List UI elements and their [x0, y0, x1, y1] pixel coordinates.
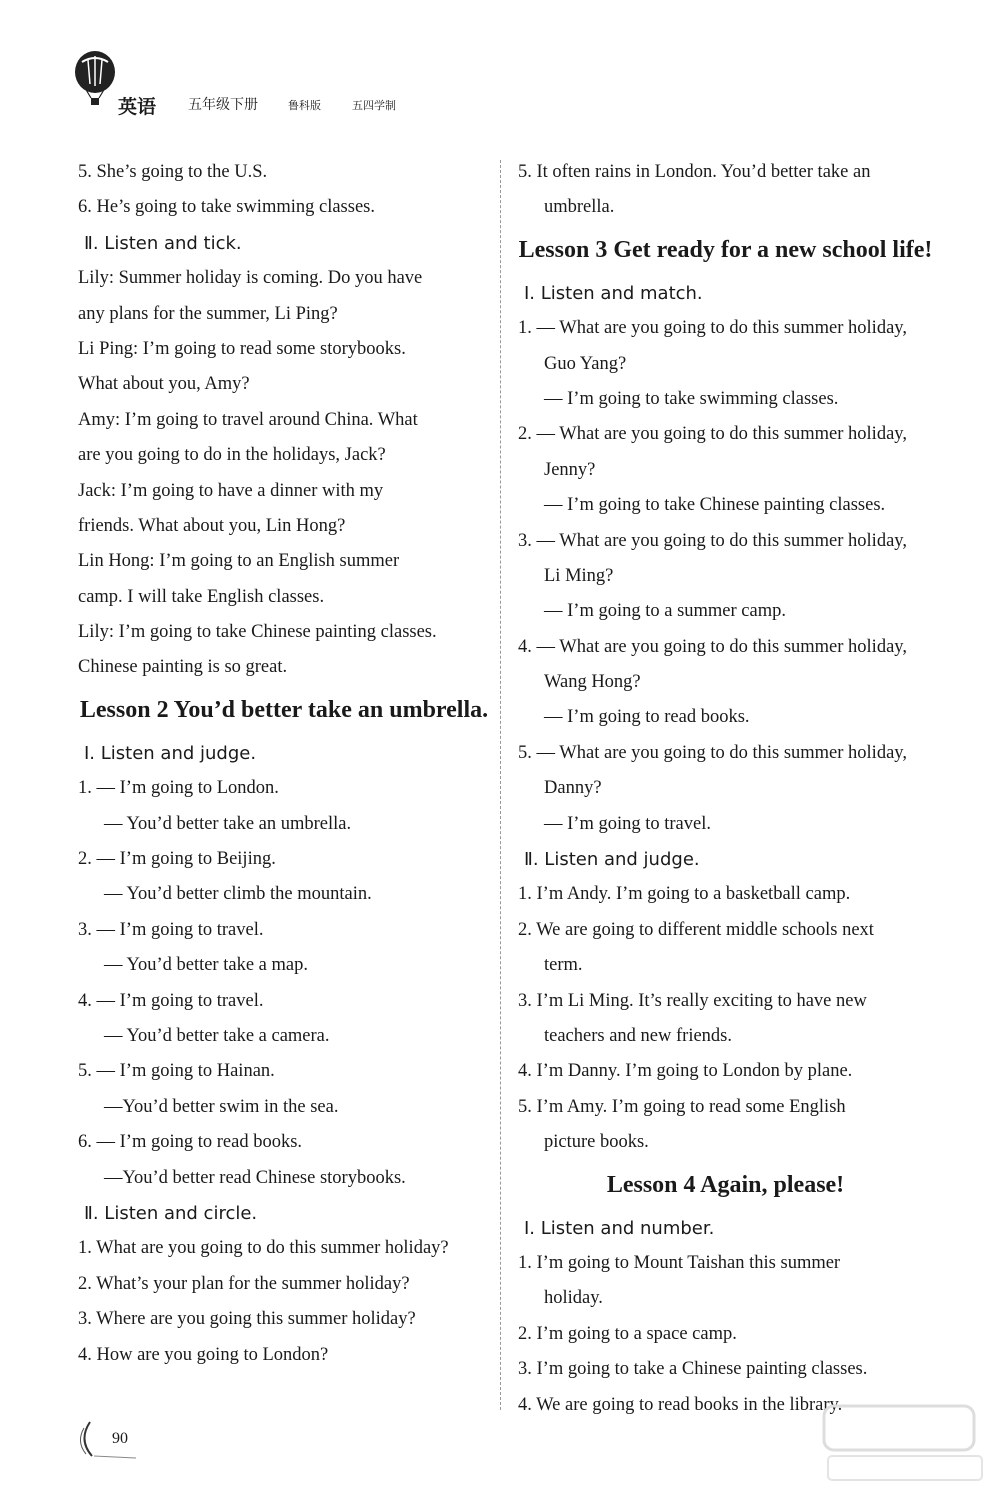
text-line-indented: —You’d better read Chinese storybooks.: [104, 1167, 406, 1188]
page-number: 90: [112, 1430, 128, 1447]
text-line: 2. We are going to different middle schools next: [518, 919, 874, 940]
watermark-logo: [820, 1400, 990, 1485]
text-line-indented: — I’m going to take Chinese painting classes.: [544, 495, 886, 516]
text-line-indented: — I’m going to read books.: [544, 707, 750, 728]
text-line-indented: Li Ming?: [544, 565, 614, 586]
section-heading: Ⅱ. Listen and tick.: [84, 232, 242, 254]
text-line: Amy: I’m going to travel around China. What: [78, 409, 418, 430]
text-line: Chinese painting is so great.: [78, 657, 288, 678]
text-line: 2. What’s your plan for the summer holiday?: [78, 1273, 410, 1294]
text-line: 5. I’m Amy. I’m going to read some English: [518, 1096, 846, 1117]
text-line-indented: umbrella.: [544, 197, 615, 218]
text-line: friends. What about you, Lin Hong?: [78, 515, 346, 536]
text-line: 1. — What are you going to do this summer holiday,: [518, 318, 907, 339]
text-line: any plans for the summer, Li Ping?: [78, 303, 338, 324]
section-heading: Ⅰ. Listen and number.: [524, 1217, 715, 1239]
left-column: [78, 155, 490, 1373]
grade-label: 五年级下册: [188, 97, 258, 113]
right-column: [518, 155, 933, 1423]
text-line: 5. It often rains in London. You’d better take an: [518, 162, 871, 182]
text-line-indented: Guo Yang?: [544, 353, 627, 374]
column-divider: [500, 160, 501, 1410]
text-line: 1. I’m going to Mount Taishan this summer: [518, 1252, 841, 1273]
text-line: 1. What are you going to do this summer holiday?: [78, 1238, 449, 1259]
text-line-indented: Danny?: [544, 778, 602, 799]
text-line: 3. — I’m going to travel.: [78, 919, 264, 940]
edition-label: 鲁科版: [288, 99, 321, 112]
text-line-indented: holiday.: [544, 1288, 603, 1309]
text-line-indented: Wang Hong?: [544, 672, 641, 693]
text-line: 4. How are you going to London?: [78, 1344, 329, 1365]
text-line-indented: term.: [544, 955, 583, 976]
text-line-indented: picture books.: [544, 1132, 649, 1153]
text-line: 6. He’s going to take swimming classes.: [78, 197, 375, 218]
text-line: 5. — I’m going to Hainan.: [78, 1061, 275, 1082]
text-line: 4. I’m Danny. I’m going to London by plane.: [518, 1061, 853, 1082]
lesson-title: Lesson 4 Again, please!: [606, 1171, 845, 1198]
text-line-indented: — You’d better take a map.: [104, 955, 308, 976]
text-line-indented: — You’d better take an umbrella.: [104, 813, 352, 834]
text-line-indented: —You’d better swim in the sea.: [104, 1096, 339, 1117]
text-line-indented: — I’m going to travel.: [544, 813, 711, 834]
text-line: Lily: I’m going to take Chinese painting classes.: [78, 622, 437, 643]
text-line-indented: — I’m going to take swimming classes.: [544, 388, 839, 409]
page-curve-decoration: [78, 1420, 138, 1460]
text-line-indented: Jenny?: [544, 459, 596, 480]
text-line: 1. I’m Andy. I’m going to a basketball camp.: [518, 884, 851, 905]
text-line: 2. — What are you going to do this summer holiday,: [518, 424, 907, 445]
text-line-indented: teachers and new friends.: [544, 1025, 732, 1046]
text-line: 2. — I’m going to Beijing.: [78, 849, 276, 870]
section-heading: Ⅱ. Listen and judge.: [524, 849, 700, 871]
text-line: Jack: I’m going to have a dinner with my: [78, 480, 384, 501]
text-line: Lin Hong: I’m going to an English summer: [78, 551, 400, 572]
text-line: 6. — I’m going to read books.: [78, 1132, 303, 1153]
text-line: are you going to do in the holidays, Jack?: [78, 445, 386, 466]
text-line: 3. I’m going to take a Chinese painting classes.: [518, 1359, 868, 1380]
hot-air-balloon-icon: [68, 50, 122, 110]
text-line: Lily: Summer holiday is coming. Do you have: [78, 268, 423, 289]
section-heading: Ⅰ. Listen and judge.: [84, 742, 257, 764]
lesson-title: Lesson 3 Get ready for a new school life!: [518, 236, 933, 263]
text-line: 3. Where are you going this summer holiday?: [78, 1309, 416, 1330]
text-line-indented: — I’m going to a summer camp.: [544, 601, 786, 622]
system-label: 五四学制: [352, 99, 396, 112]
text-line-indented: — You’d better climb the mountain.: [104, 884, 372, 905]
text-line: 3. — What are you going to do this summer holiday,: [518, 530, 907, 551]
section-heading: Ⅰ. Listen and match.: [524, 282, 703, 304]
lesson-title: Lesson 2 You’d better take an umbrella.: [79, 696, 489, 723]
subject-label: 英语: [118, 96, 157, 118]
text-line: 5. — What are you going to do this summer holiday,: [518, 742, 907, 763]
page-header: [60, 50, 560, 130]
text-line: camp. I will take English classes.: [78, 586, 325, 607]
text-line: 3. I’m Li Ming. It’s really exciting to have new: [518, 990, 867, 1011]
text-line: What about you, Amy?: [78, 374, 250, 395]
text-line: 4. — I’m going to travel.: [78, 990, 264, 1011]
section-heading: Ⅱ. Listen and circle.: [84, 1202, 258, 1224]
text-line: 2. I’m going to a space camp.: [518, 1323, 737, 1344]
text-line-indented: — You’d better take a camera.: [104, 1025, 330, 1046]
text-line: 4. We are going to read books in the library.: [518, 1394, 843, 1415]
text-line: 5. She’s going to the U.S.: [78, 162, 268, 182]
text-line: 4. — What are you going to do this summer holiday,: [518, 636, 907, 657]
text-line: Li Ping: I’m going to read some storybooks.: [78, 338, 406, 359]
text-line: 1. — I’m going to London.: [78, 778, 279, 799]
